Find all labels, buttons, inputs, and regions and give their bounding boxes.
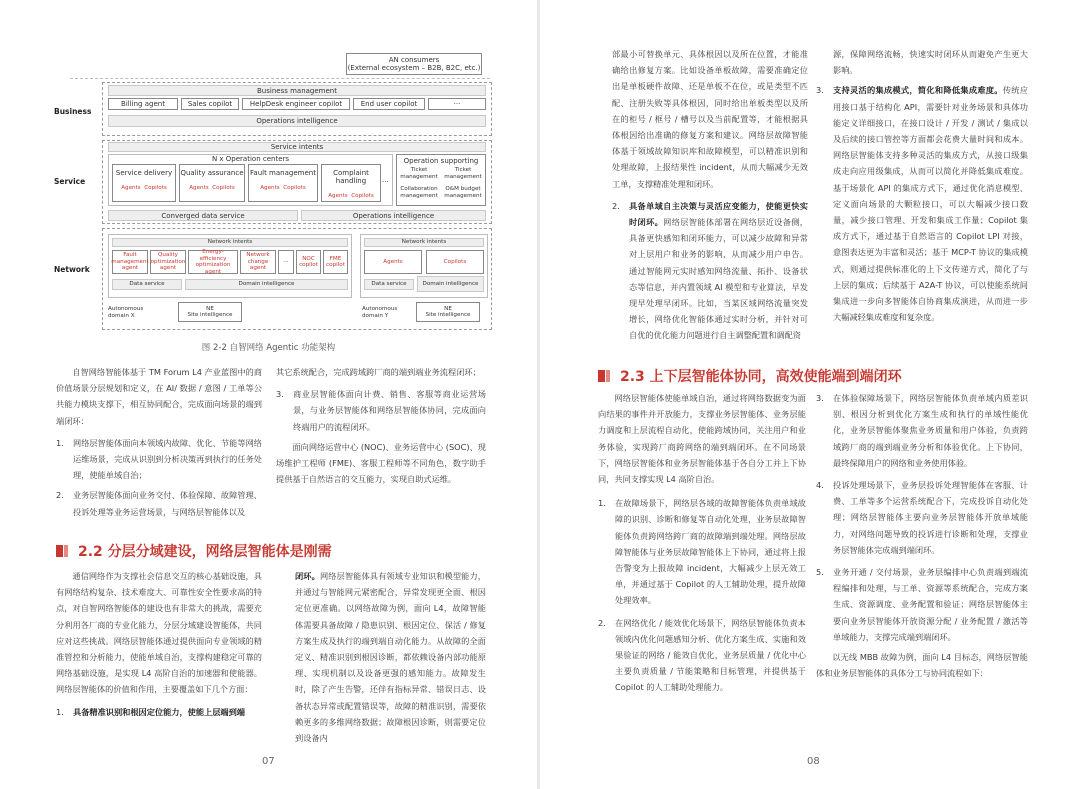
- list-item: 2. 在网络优化 / 能效优化场景下，网络层智能体负责本领域内优化问题感知分析、优化方案生成、实施和效果验证的网络 / 能效自优化，业务层质量 / 优化中心主要负责质量 / 节能策略和目标管理，并提供基于 Copilot 的人工辅助处理能力。: [598, 617, 806, 693]
- autonomous-domain-x: Autonomous domain X: [108, 306, 144, 319]
- domain-intelligence-y: Domain intelligence: [417, 276, 484, 292]
- business-management: Business management: [108, 85, 486, 96]
- list-item: 2. 具备单域自主决策与灵活应变能力，使能更快实时闭环。网络层智能体部署在网络层近设备侧，具备更快感知和闭环能力，可以减少故障和异常对上层用户和业务的影响，从而减少用户申告。通过智能网元实时感知网络流量、拓扑、设备状态等信息，并内置领域 AI 模型和专业算法，早发现早处理早闭环。比如，当某区域网络流量突发增长，网络优化智能体通过实时分析，并针对可自优的优化能力问题进行自主调整配置和调配资: [612, 200, 808, 341]
- network-agents-more: ···: [278, 250, 294, 274]
- converged-data-service: Converged data service: [108, 210, 298, 221]
- network-agents-y: Agents: [364, 250, 422, 274]
- left-page: [0, 0, 537, 789]
- sales-copilot: Sales copilot: [181, 98, 239, 110]
- an-consumers-box: AN consumers (External ecosystem – B2B, B2C, etc.): [346, 53, 482, 75]
- business-ops-intelligence: Operations intelligence: [108, 115, 486, 127]
- list-item: 2. 业务层智能体面向业务交付、体验保障、故障管理、投诉处理等业务运营场景，与网络层智能体以及: [56, 490, 262, 517]
- service-intents: Service intents: [108, 142, 486, 152]
- page-number: 08: [807, 756, 820, 767]
- data-service-y: Data service: [364, 279, 414, 290]
- center-fault-management: Fault management Agents Copilots: [248, 164, 318, 202]
- center-quality-assurance: Quality assurance Agents Copilots: [179, 164, 245, 202]
- ne-x: NE Site intelligence: [178, 302, 242, 322]
- business-more: ···: [428, 98, 486, 110]
- fault-management-agent: Fault management agent: [112, 250, 148, 274]
- data-service-x: Data service: [112, 279, 182, 290]
- page-number: 07: [262, 756, 275, 767]
- section-marker-icon: [56, 545, 68, 557]
- left-col-2: 其它系统配合，完成跨域跨厂商的端到端业务流程闭环； 3. 商业层智能体面向计费、销售、客服等商业运营场景，与业务层智能体和网络层智能体协同，完成面向终端用户的流程闭环。 面向网络运营中心 (NOC)、业务运营中心 (SOC)、现场维护工程师 (FME)、客服工程师等不同角色，数字助手提供基于自然语言的交互能力，实现自助式运维。: [276, 367, 486, 485]
- domain-intelligence-x: Domain intelligence: [185, 279, 348, 290]
- list-item: 1. 在故障场景下，网络层各域的故障智能体负责单域故障的识别、诊断和修复等自动化处理，业务层故障智能体负责跨网络跨厂商的故障端到端处理。网络层故障智能体与业务层故障智能体上下协同，通过将上报告警变为上报故障 incident，大幅减少上层无效工单，并通过基于 Copilot 的人工辅助处理，提升故障处理效率。: [598, 498, 806, 606]
- network-label: Network: [54, 265, 90, 274]
- service-ops-intelligence: Operations intelligence: [301, 210, 486, 221]
- billing-agent: Billing agent: [108, 98, 178, 110]
- intro-paragraph: 自智网络智能体基于 TM Forum L4 产业蓝图中的商价值场景分层规划和定义，在 AI/ 数据 / 意图 / 工单等公共能力模块支撑下，相互协同配合，完成面向场景的端到端闭环：: [56, 367, 262, 426]
- list-item: 5. 业务开通 / 交付场景，业务层编排中心负责端到端流程编排和处理，与工单、资源等系统配合，完成方案生成、资源调度、业务配置和验证；网络层智能体主要向业务层智能体开放资源分配 / 业务配置 / 激活等单域能力，支撑完成端到端闭环。: [816, 567, 1028, 642]
- helpdesk-copilot: HelpDesk engineer copilot: [242, 98, 350, 110]
- operation-centers-title: N x Operation centers: [211, 155, 290, 163]
- right-col-3: 网络层智能体使能单域自治，通过将网络数据变为面向结果的事件并开放能力，支撑业务层智能体、业务层能力调度和上层流程自动化，使能跨域协同，关注用户和业务体验，实现跨厂商跨网络的端到端闭环。在不同场景下，网络层智能体和业务层智能体基于各自分工并上下协同，共同支撑实现 L4 高阶自治。 1. 在故障场景下，网络层各域的故障智能体负责单域故障的识别、诊断和修复等自动化处理，业务层故障智能体负责跨网络跨厂商的故障端到端处理。网络层故障智能体与业务层故障智能体上下协同，通过将上报告警变为上报故障 incident，大幅减少上层无效工单，并通过基于 Copilot 的人工辅助处理，提升故障处理效率。 2. 在网络优化 / 能效优化场景下，网络层智能体负责本领域内优化问题感知分析、优化方案生成、实施和效果验证的网络 / 能效自优化，业务层质量 / 优化中心主要负责质量 / 节能策略和目标管理，并提供基于 Copilot 的人工辅助处理能力。: [598, 390, 806, 699]
- right-col-4: 3. 在体验保障场景下，网络层智能体负责单域内质差识别、根因分析到优化方案生成和执行的单域性能优化，业务层智能体聚焦业务质量和用户体验，负责跨域跨厂商的端到端业务分析和体验优化。上下协同，最终保障用户的网络和业务使用体验。 4. 投诉处理场景下，业务层投诉处理智能体在客服、计费、工单等多个运营系统配合下，完成投诉自动化处理；网络层智能体主要向业务层智能体开放单域能力，对网络问题导致的投诉进行诊断和处理，支撑业务层智能体完成端到端闭环。 5. 业务开通 / 交付场景，业务层编排中心负责端到端流程编排和处理，与工单、资源等系统配合，完成方案生成、资源调度、业务配置和验证；网络层智能体主要向业务层智能体开放资源分配 / 业务配置 / 激活等单域能力，支撑完成端到端闭环。 以无线 MBB 故障为例，面向 L4 目标态，网络层智能体和业务层智能体的具体分工与协同流程如下：: [816, 390, 1028, 681]
- centers-more: ···: [382, 178, 389, 186]
- business-label: Business: [54, 107, 92, 116]
- noc-copilot: NOC copilot: [296, 250, 321, 274]
- list-item: 1. 具备精准识别和根因定位能力，使能上层端到端: [56, 706, 245, 717]
- list-item: 4. 投诉处理场景下，业务层投诉处理智能体在客服、计费、工单等多个运营系统配合下，完成投诉自动化处理；网络层智能体主要向业务层智能体开放单域能力，对网络问题导致的投诉进行诊断和处理，支撑业务层智能体完成端到端闭环。: [816, 480, 1028, 555]
- network-copilots-y: Copilots: [426, 250, 484, 274]
- operation-supporting: Operation supporting Ticket management Ticket management Collaboration management O&M budget management: [396, 154, 486, 206]
- service-label: Service: [54, 177, 86, 186]
- energy-optimization-agent: Energy-efficiency optimization agent: [188, 250, 238, 274]
- figure-caption: 图 2-2 自智网络 Agentic 功能架构: [201, 343, 336, 353]
- list-item: 3. 支持灵活的集成模式，简化和降低集成难度。传统应用接口基于结构化 API，需要针对业务场景和具体功能定义详细接口，在接口设计 / 开发 / 测试 / 集成以及后续的接口管控等方面都会花费大量时间和成本。网络层智能体支持多种灵活的集成方式，从接口级集成走向应用级集成，从而可以简化并降低集成难度。基于场景化 API 的集成方式下，通过优化消息模型、定义面向场景的大颗粒接口，可以大幅减少接口数量，减少接口管理、开发和集成工作量；Copilot 集成方式下，通过基于自然语言的 Copilot LPI 对接，意图表达更为丰富和灵活；基于 MCP-T 协议的集成模式，则通过提供标准化的上下文传递方式，简化了与上层的集成；后续基于 A2A-T 协议，可以使能系统间集成进一步向多智能体自协商集成演进，从而进一步大幅减轻集成难度和复杂度。: [816, 85, 1028, 323]
- network-change-agent: Network change agent: [240, 250, 276, 274]
- network-intents-y: Network intents: [364, 238, 484, 247]
- agentic-architecture-diagram: [50, 50, 500, 335]
- right-page: [540, 0, 1080, 789]
- right-col-2: 源，保障网络流畅，快速实时闭环从而避免产生更大影响。 3. 支持灵活的集成模式，简化和降低集成难度。传统应用接口基于结构化 API，需要针对业务场景和具体功能定义详细接口，在接口设计 / 开发 / 测试 / 集成以及后续的接口管控等方面都会花费大量时间和成本。网络层智能体支持多种灵活的集成方式，从接口级集成走向应用级集成，从而可以简化并降低集成难度。基于场景化 API 的集成方式下，通过优化消息模型、定义面向场景的大颗粒接口，可以大幅减少接口数量，减少接口管理、开发和集成工作量；Copilot 集成方式下，通过基于自然语言的 Copilot LPI 对接，意图表达更为丰富和灵活；基于 MCP-T 协议的集成模式，则通过提供标准化的上下文传递方式，简化了与上层的集成；后续基于 A2A-T 协议，可以使能系统间集成进一步向多智能体自协商集成演进，从而进一步大幅减轻集成难度和复杂度。: [816, 46, 1028, 328]
- network-intents-x: Network intents: [112, 238, 348, 247]
- end-user-copilot: End user copilot: [353, 98, 425, 110]
- right-col-1: 部最小可替换单元、具体根因以及所在位置，才能准确给出修复方案。比如设备单板故障，需要准确定位出是单板硬件故障、还是单板不在位，或是类型不匹配、注册失败等具体根因，同时给出单板类型以及所在的柜号 / 框号 / 槽号以及当前配置等，才能根据具体根因给出准确的修复方案和建议。网络层故障智能体基于领域故障知识库和故障模型，可以精准识别和处理故障，上报结果性 incident，从而大幅减少无效工单，支撑精准处理和闭环。 2. 具备单域自主决策与灵活应变能力，使能更快实时闭环。网络层智能体部署在网络层近设备侧，具备更快感知和闭环能力，可以减少故障和异常对上层用户和业务的影响，从而减少用户申告。通过智能网元实时感知网络流量、拓扑、设备状态等信息，并内置领域 AI 模型和专业算法，早发现早处理早闭环。比如，当某区域网络流量突发增长，网络优化智能体通过实时分析，并针对可自优的优化能力问题进行自主调整配置和调配资: [612, 46, 808, 347]
- left-col-1: [56, 364, 262, 523]
- section-marker-icon: [598, 370, 610, 382]
- list-item: 3. 商业层智能体面向计费、销售、客服等商业运营场景，与业务层智能体和网络层智能体协同，完成面向终端用户的流程闭环。: [276, 389, 486, 432]
- list-item: 3. 在体验保障场景下，网络层智能体负责单域内质差识别、根因分析到优化方案生成和执行的单域性能优化，业务层智能体聚焦业务质量和用户体验，负责跨域跨厂商的端到端业务分析和体验优化。上下协同，最终保障用户的网络和业务使用体验。: [816, 393, 1028, 468]
- left-col-3: 通信网络作为支撑社会信息交互的核心基础设施，具有网络结构复杂、技术难度大、可靠性安全性要求高的特点，对自智网络智能体的建设也有非常大的挑战，需要充分利用各厂商的专业化能力，分层分域建设智能体，共同应对这些挑战。网络层智能体通过提供面向专业领域的精准管控和分析能力，使能单域自治，支撑构建稳定可靠的网络基础设施，是实现 L4 高阶自治的加速器和使能器。网络层智能体的价值和作用，主要覆盖如下几个方面： 1. 具备精准识别和根因定位能力，使能上层端到端: [56, 568, 262, 723]
- autonomous-domain-y: Autonomous domain Y: [362, 306, 398, 319]
- center-complaint-handling: Complaint handling Agents Copilots: [321, 164, 381, 202]
- section-heading-2-3: 2.3 上下层智能体协同，高效使能端到端闭环: [598, 366, 902, 386]
- left-col-4: 闭环。网络层智能体具有领域专业知识和模型能力，并通过与智能网元紧密配合，异常发现更全面、根因定位更准确。以网络故障为例，面向 L4，故障智能体需要具备故障 / 隐患识别、根因定位、保活 / 修复方案生成及执行的端到端自动化能力。从故障的全面定义、精准识别到根因诊断，都依赖设备内部功能原理、实现机制以及设备更强的感知能力。故障发生时，除了产生告警，还伴有指标异常、错误日志、设备状态异常或配置错误等，故障的精准识别，需要依赖更多的多维网络数据；故障根因诊断，则需要定位到设备内: [295, 571, 486, 744]
- fme-copilot: FME copilot: [323, 250, 348, 274]
- quality-optimization-agent: Quality optimization agent: [150, 250, 186, 274]
- list-item: 1. 网络层智能体面向本领域内故障、优化、节能等网络运维场景，完成从识别到分析决策再到执行的任务处理，使能单域自治；: [56, 437, 262, 481]
- ne-y: NE Site intelligence: [416, 302, 480, 322]
- section-heading-2-2: 2.2 分层分域建设，网络层智能体是刚需: [56, 541, 332, 561]
- center-service-delivery: Service delivery Agents Copilots: [112, 164, 176, 202]
